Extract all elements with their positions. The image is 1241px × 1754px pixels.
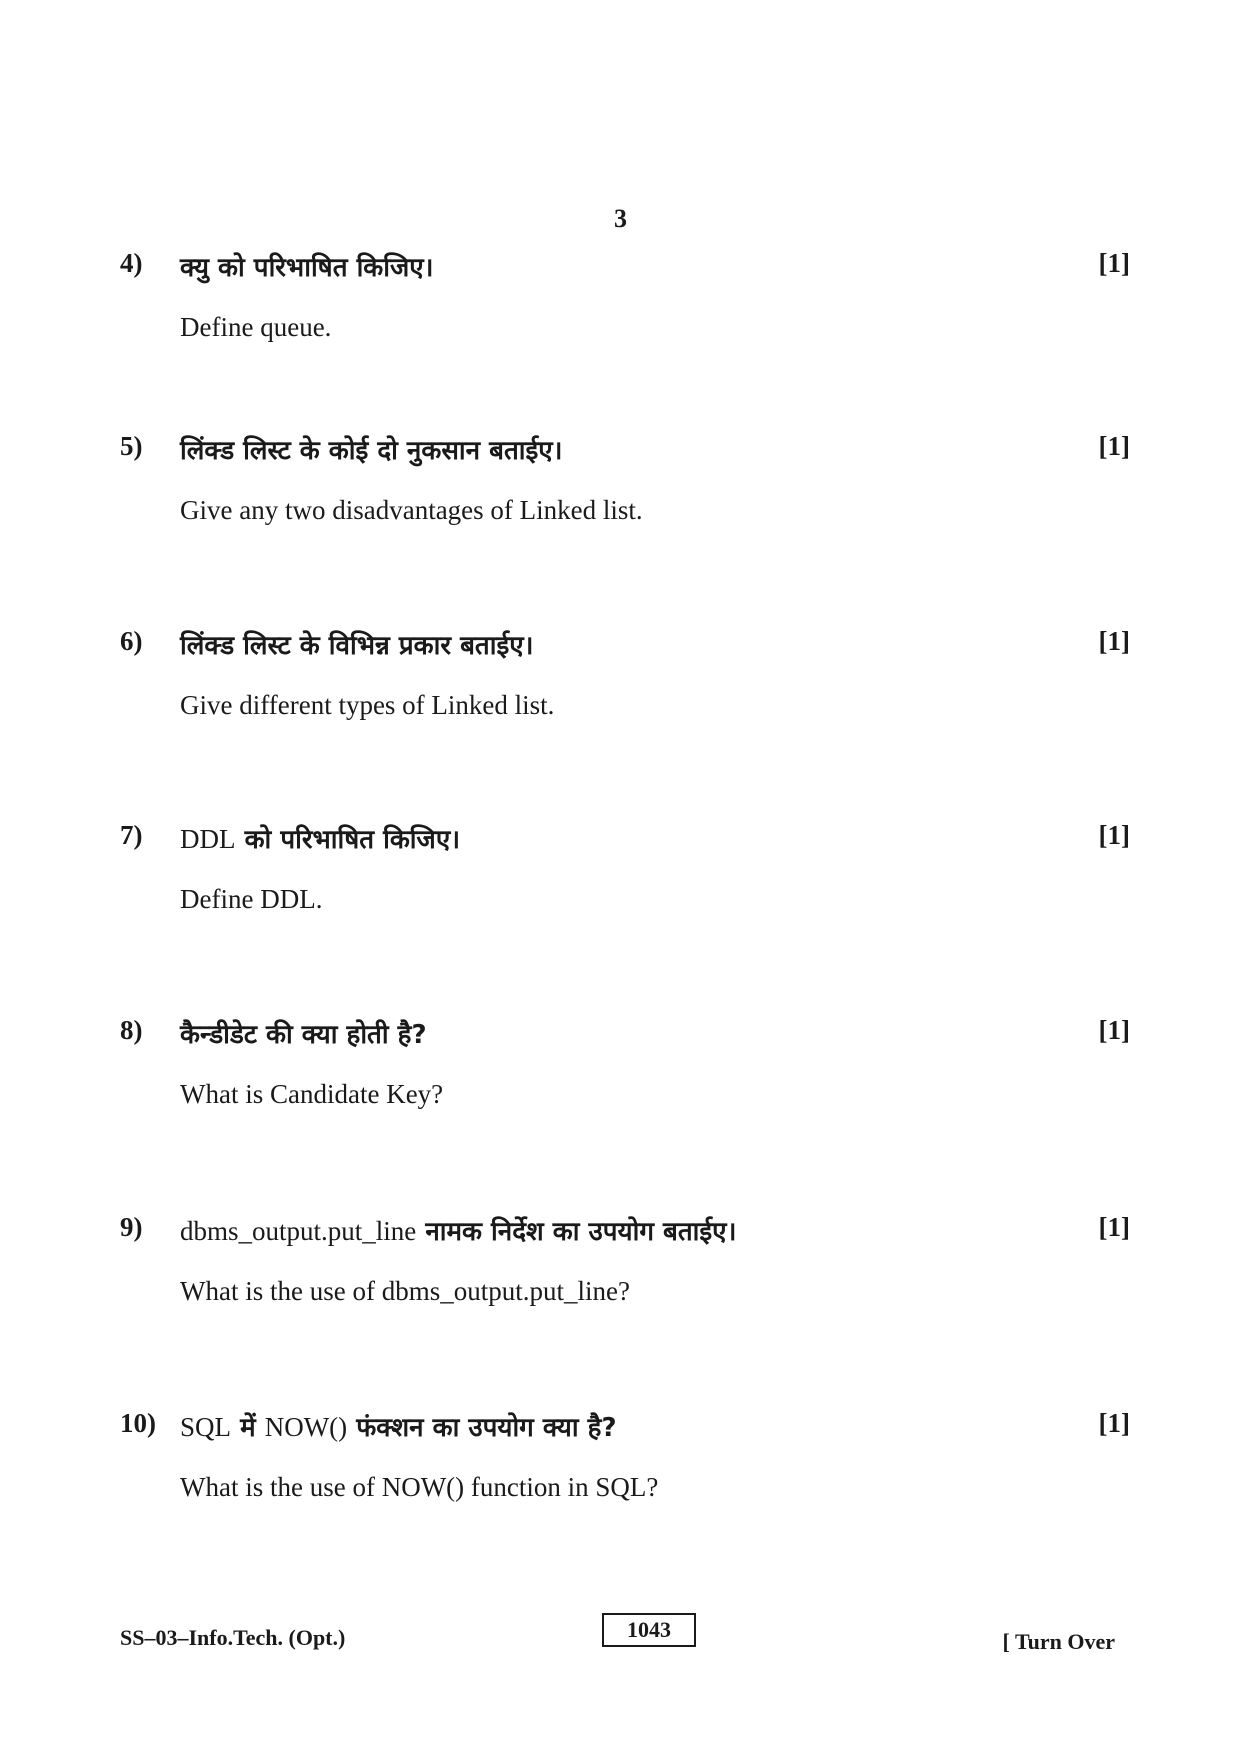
question-hindi bbox=[180, 431, 563, 467]
question-english: What is Candidate Key? bbox=[180, 1079, 444, 1109]
question-6 bbox=[120, 626, 1130, 736]
question-hindi-text: क्यु को परिभाषित किजिए। bbox=[180, 253, 434, 283]
paper-code: SS–03–Info.Tech. (Opt.) bbox=[120, 1625, 346, 1650]
question-hindi-text-2: फंक्शन का उपयोग क्या है? bbox=[356, 1413, 617, 1443]
question-hindi bbox=[180, 820, 460, 856]
question-number: 6) bbox=[120, 626, 143, 656]
question-number: 8) bbox=[120, 1015, 143, 1045]
question-english: Define queue. bbox=[180, 312, 332, 342]
question-number: 7) bbox=[120, 820, 143, 850]
question-marks: [1] bbox=[1098, 431, 1130, 461]
question-9 bbox=[120, 1212, 1130, 1322]
question-marks: [1] bbox=[1098, 820, 1130, 850]
question-10 bbox=[120, 1408, 1130, 1518]
turn-over-label: [ Turn Over bbox=[1002, 1629, 1115, 1654]
question-hindi-text: कैन्डीडेट की क्या होती है? bbox=[180, 1020, 427, 1050]
page-code-box: 1043 bbox=[602, 1613, 696, 1647]
question-5 bbox=[120, 431, 1130, 541]
question-hindi-text: में bbox=[240, 1413, 256, 1443]
question-english: What is the use of dbms_output.put_line? bbox=[180, 1276, 630, 1306]
question-marks: [1] bbox=[1098, 626, 1130, 656]
question-number: 4) bbox=[120, 248, 143, 278]
question-hindi bbox=[180, 1015, 427, 1051]
question-marks: [1] bbox=[1098, 1015, 1130, 1045]
question-7 bbox=[120, 820, 1130, 930]
question-number: 10) bbox=[120, 1408, 156, 1438]
question-marks: [1] bbox=[1098, 248, 1130, 278]
question-hindi bbox=[180, 1408, 617, 1444]
question-hindi-latin-2: NOW() bbox=[264, 1412, 348, 1442]
question-4 bbox=[120, 248, 1130, 358]
question-english: Define DDL. bbox=[180, 884, 323, 914]
question-8 bbox=[120, 1015, 1130, 1125]
question-hindi bbox=[180, 1212, 736, 1248]
question-marks: [1] bbox=[1098, 1212, 1130, 1242]
question-english: Give different types of Linked list. bbox=[180, 690, 555, 720]
question-hindi-latin: DDL bbox=[180, 824, 236, 854]
question-hindi bbox=[180, 626, 533, 662]
question-number: 9) bbox=[120, 1212, 143, 1242]
question-hindi-text: लिंक्ड लिस्ट के विभिन्न प्रकार बताईए। bbox=[180, 631, 534, 661]
question-hindi-text: लिंक्ड लिस्ट के कोई दो नुकसान बताईए। bbox=[180, 436, 563, 466]
question-hindi bbox=[180, 248, 434, 284]
question-hindi-text: को परिभाषित किजिए। bbox=[244, 825, 461, 855]
question-number: 5) bbox=[120, 431, 143, 461]
page-number: 3 bbox=[614, 204, 627, 233]
question-hindi-text: नामक निर्देश का उपयोग बताईए। bbox=[425, 1217, 737, 1247]
question-english: What is the use of NOW() function in SQL? bbox=[180, 1472, 659, 1502]
question-hindi-latin: dbms_output.put_line bbox=[180, 1216, 417, 1246]
question-english: Give any two disadvantages of Linked list. bbox=[180, 495, 643, 525]
question-hindi-latin: SQL bbox=[180, 1412, 232, 1442]
question-marks: [1] bbox=[1098, 1408, 1130, 1438]
